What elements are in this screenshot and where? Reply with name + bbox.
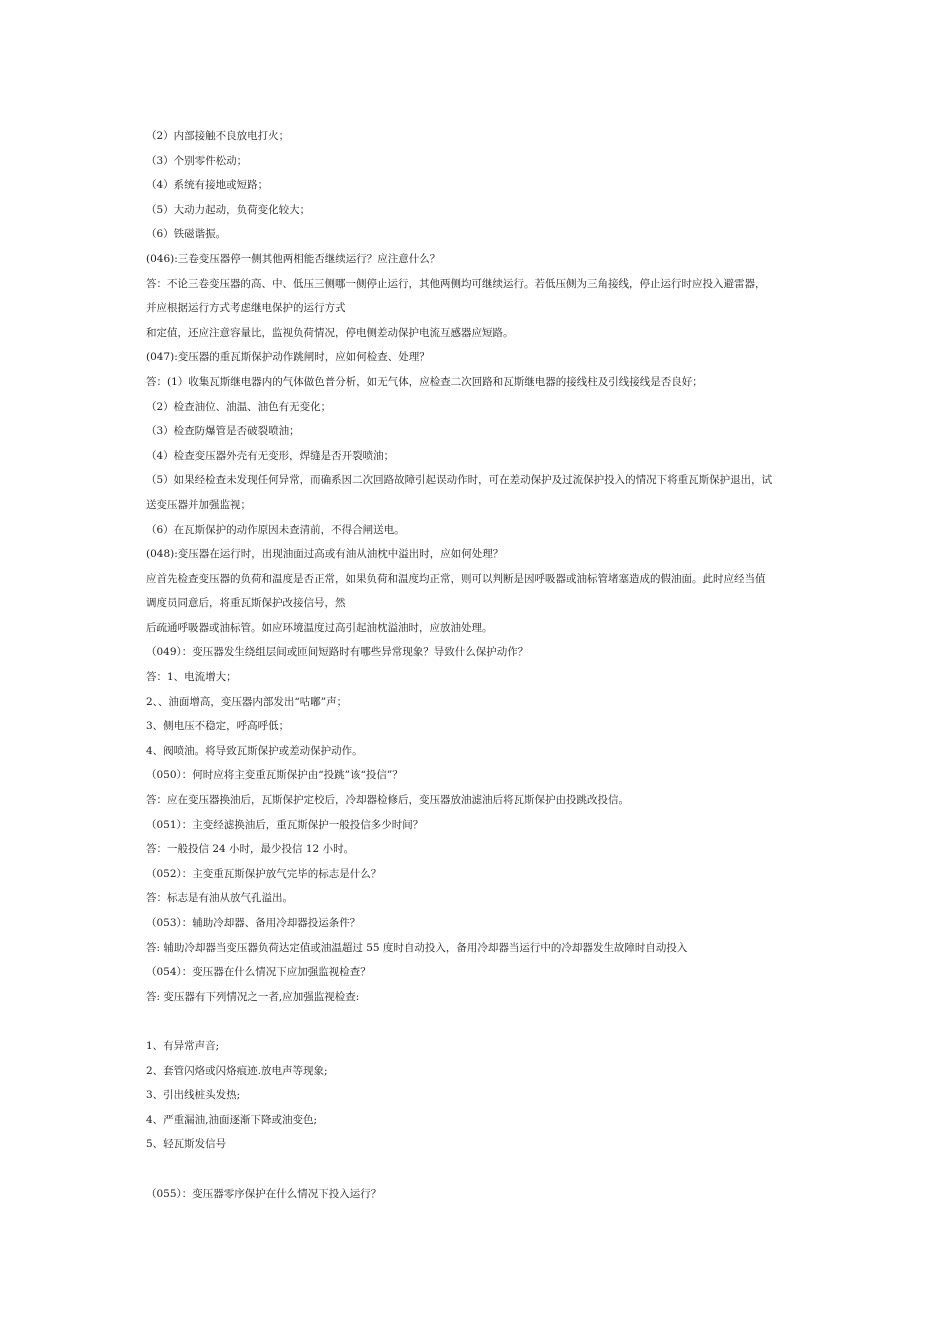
text-line: 1、有异常声音; [146,1039,220,1052]
text-line: 答：一般投信 24 小时，最少投信 12 小时。 [146,843,355,856]
text-line: 送变压器并加强监视； [146,498,251,511]
text-line: 答: 辅助冷却器当变压器负荷达定值或油温超过 55 度时自动投入，备用冷却器当运行中的冷却器发生故障时自动投入 [146,941,688,954]
text-line: （054）：变压器在什么情况下应加强监视检查？ [146,966,371,979]
text-line: 和定值，还应注意容量比，监视负荷情况，停电侧差动保护电流互感器应短路。 [146,326,514,339]
text-line: （6）在瓦斯保护的动作原因未查清前，不得合闸送电。 [146,523,405,536]
text-line: （3）个别零件松动； [146,154,248,167]
text-line: 答：1、电流增大； [146,671,237,684]
text-line: （053）：辅助冷却器、备用冷却器投运条件？ [146,917,361,929]
text-line: （055）：变压器零序保护在什么情况下投入运行？ [146,1187,382,1200]
text-line: （049）：变压器发生绕组层间或匝间短路时有哪些异常现象？导致什么保护动作？ [146,646,529,659]
text-line: （052）：主变重瓦斯保护放气完毕的标志是什么？ [146,867,382,880]
text-line: (048):变压器在运行时，出现油面过高或有油从油枕中溢出时，应如何处理？ [146,548,504,561]
text-line: 应首先检查变压器的负荷和温度是否正常，如果负荷和温度均正常，则可以判断是因呼吸器或油标管堵塞造成的假油面。此时应经当值 [146,572,766,585]
text-line: 2、、油面增高，变压器内部发出“咕嘟”声； [146,695,348,708]
text-line: 3、引出线桩头发热; [146,1089,241,1102]
text-line: （051）：主变经滤换油后，重瓦斯保护一般投信多少时间？ [146,818,424,831]
text-line: （2）检查油位、油温、油色有无变化； [146,400,332,413]
text-line: （6）铁磁谐振。 [146,228,227,241]
text-line: （5）如果经检查未发现任何异常，而确系因二次回路故障引起误动作时，可在差动保护及过流保护投入的情况下将重瓦斯保护退出，试 [146,474,773,487]
text-line: （3）检查防爆管是否破裂喷油； [146,425,300,438]
text-line: 后疏通呼吸器或油标管。如应环境温度过高引起油枕溢油时，应放油处理。 [146,621,493,634]
text-line: 答：不论三卷变压器的高、中、低压三侧哪一侧停止运行，其他两侧均可继续运行。若低压侧为三角接线，停止运行时应投入避雷器， [146,277,766,290]
blank-line [146,1157,816,1182]
text-line: 5、轻瓦斯发信号 [146,1138,227,1151]
text-line: (046):三卷变压器停一侧其他两相能否继续运行？应注意什么？ [146,252,441,265]
text-line: （050）：何时应将主变重瓦斯保护由“投跳”该“投信”？ [146,769,403,782]
text-line: （4）检查变压器外壳有无变形，焊缝是否开裂喷油； [146,449,395,462]
text-line: 4、阀喷油。将导致瓦斯保护或差动保护动作。 [146,744,363,757]
text-line: 调度员同意后，将重瓦斯保护改接信号，然 [146,597,346,610]
text-line: （2）内部接触不良放电打火； [146,130,290,142]
document-page [146,124,816,1206]
text-line: 2、套管闪烙或闪烙痕迹.放电声等现象; [146,1064,328,1077]
text-line: (047):变压器的重瓦斯保护动作跳闸时，应如何检查、处理？ [146,351,430,364]
text-line: 答：应在变压器换油后，瓦斯保护定校后，冷却器检修后，变压器放油滤油后将瓦斯保护由投跳改投信。 [146,794,629,807]
text-line: 答：标志是有油从放气孔溢出。 [146,892,293,905]
text-line: （5）大动力起动，负荷变化较大； [146,203,311,216]
blank-line [146,1009,816,1034]
text-line: 并应根据运行方式考虑继电保护的运行方式 [146,302,346,315]
text-line: 4、严重漏油,油面逐渐下降或油变色; [146,1113,318,1126]
text-line: （4）系统有接地或短路； [146,179,269,192]
text-line: 答：(1）收集瓦斯继电器内的气体做色普分析，如无气体，应检查二次回路和瓦斯继电器的接线柱及引线接线是否良好； [146,375,703,388]
text-line: 3、侧电压不稳定，呼高呼低； [146,720,290,733]
text-line: 答: 变压器有下列情况之一者,应加强监视检查: [146,990,360,1003]
